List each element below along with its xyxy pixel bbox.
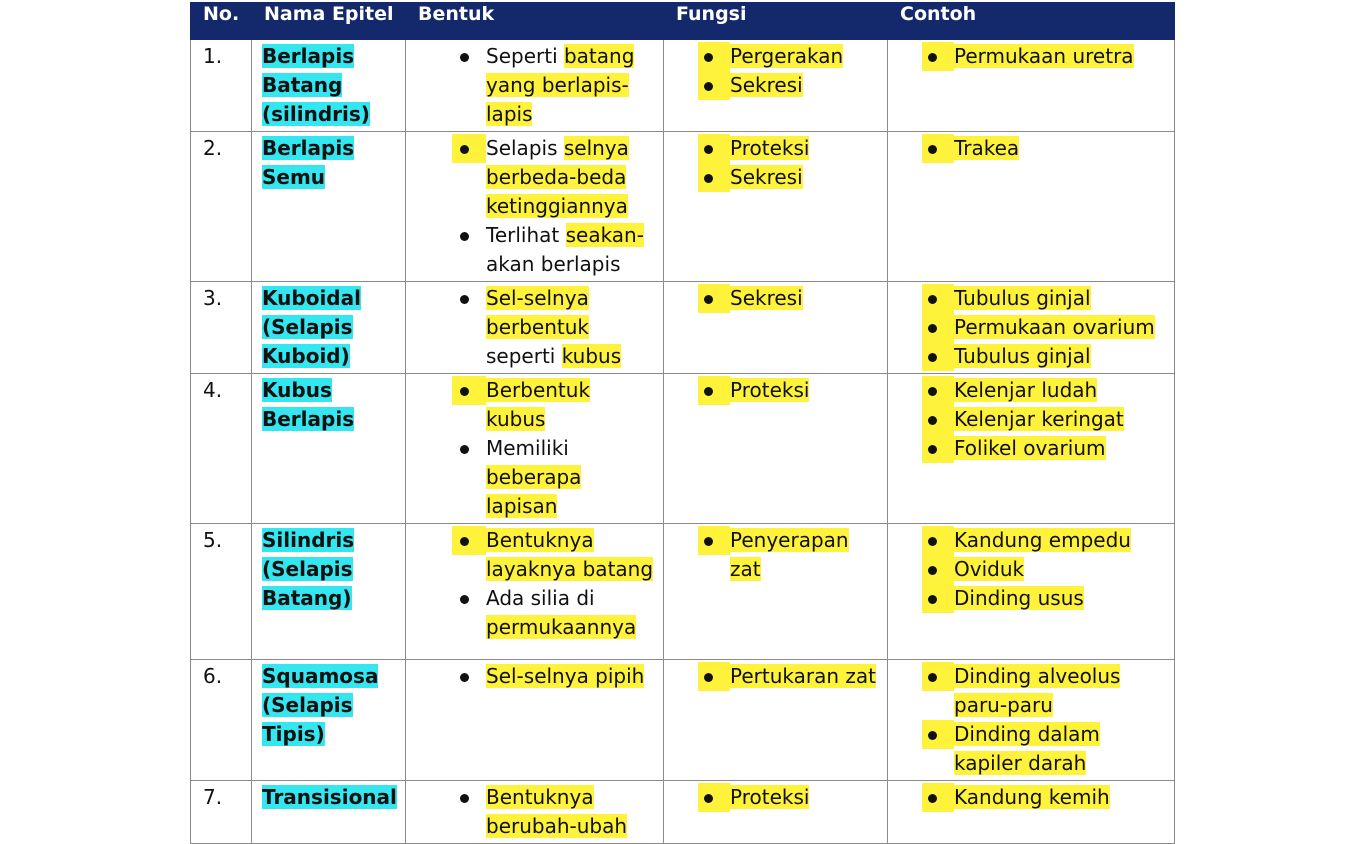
bullet-highlight — [922, 284, 954, 313]
header-no: No. — [191, 3, 252, 40]
bullet-highlight — [922, 342, 954, 371]
plain-text: Selapis — [486, 136, 564, 160]
list-item — [674, 662, 879, 691]
contoh-list — [898, 376, 1166, 463]
highlighted-text: Sekresi — [730, 165, 803, 189]
bentuk-cell — [406, 132, 664, 282]
bullet-highlight — [698, 134, 730, 163]
bullet-icon — [704, 794, 713, 803]
bentuk-list — [416, 134, 655, 279]
list-item — [898, 555, 1166, 584]
table-row — [191, 374, 1175, 524]
bullet-highlight — [922, 584, 954, 613]
highlighted-text: Sekresi — [730, 73, 803, 97]
contoh-cell — [888, 40, 1175, 132]
bullet-highlight — [698, 662, 730, 691]
list-item — [898, 434, 1166, 463]
highlighted-text: Kelenjar ludah — [954, 378, 1098, 402]
bullet-highlight — [452, 376, 486, 405]
list-item — [416, 584, 655, 642]
row-number: 1. — [191, 40, 252, 132]
list-item — [898, 376, 1166, 405]
highlighted-text: Bentuknya — [486, 528, 594, 552]
epitel-name-line: Batang) — [262, 586, 352, 610]
bullet-highlight — [698, 376, 730, 405]
bullet-icon — [928, 673, 937, 682]
bullet-icon — [928, 387, 937, 396]
bullet-highlight — [698, 42, 730, 71]
plain-text: akan berlapis — [486, 252, 621, 276]
list-item — [898, 720, 1166, 778]
list-item — [674, 134, 879, 163]
list-item — [674, 42, 879, 71]
highlighted-text: Sel-selnya pipih — [486, 664, 645, 688]
bullet-icon — [460, 673, 469, 682]
bullet-highlight — [922, 526, 954, 555]
list-item — [416, 662, 655, 691]
highlighted-text: yang berlapis- — [486, 73, 629, 97]
table-row — [191, 660, 1175, 781]
bullet-highlight — [698, 71, 730, 100]
bentuk-cell — [406, 524, 664, 660]
contoh-list — [898, 783, 1166, 812]
bullet-icon — [460, 794, 469, 803]
contoh-list — [898, 42, 1166, 71]
bentuk-list — [416, 526, 655, 642]
plain-text: Terlihat — [486, 223, 566, 247]
highlighted-text: Permukaan ovarium — [954, 315, 1155, 339]
list-item — [674, 284, 879, 313]
list-item — [674, 163, 879, 192]
epitel-name — [252, 781, 406, 844]
bullet-highlight — [698, 284, 730, 313]
highlighted-text: batang — [563, 44, 635, 68]
bullet-highlight — [452, 526, 486, 555]
contoh-list — [898, 284, 1166, 371]
highlighted-text: Trakea — [954, 136, 1020, 160]
fungsi-cell — [664, 374, 888, 524]
highlighted-text: Oviduk — [954, 557, 1025, 581]
bullet-icon — [460, 537, 469, 546]
plain-text: Seperti — [486, 44, 564, 68]
list-item — [898, 42, 1166, 71]
bullet-icon — [928, 445, 937, 454]
epitel-name — [252, 660, 406, 781]
bentuk-cell — [406, 282, 664, 374]
table-row — [191, 524, 1175, 660]
bullet-icon — [704, 537, 713, 546]
list-item — [898, 405, 1166, 434]
epitel-name — [252, 282, 406, 374]
header-row — [191, 3, 1175, 40]
epitel-name-line: (Selapis — [262, 315, 353, 339]
highlighted-text: Proteksi — [730, 785, 810, 809]
header-bentuk: Bentuk — [406, 3, 664, 40]
highlighted-text: Sel-selnya — [486, 286, 589, 310]
row-number: 4. — [191, 374, 252, 524]
bullet-highlight — [922, 42, 954, 71]
plain-text: seperti — [486, 344, 562, 368]
list-item — [416, 284, 655, 371]
epitel-name-line: Transisional — [262, 785, 397, 809]
table-row — [191, 781, 1175, 844]
bullet-icon — [928, 353, 937, 362]
highlighted-text: Berbentuk kubus — [486, 378, 591, 431]
bullet-icon — [460, 53, 469, 62]
epitel-name — [252, 132, 406, 282]
bentuk-list — [416, 783, 655, 841]
list-item — [674, 783, 879, 812]
highlighted-text: Tubulus ginjal — [954, 344, 1091, 368]
bullet-icon — [704, 387, 713, 396]
bullet-icon — [928, 145, 937, 154]
bullet-highlight — [922, 134, 954, 163]
highlighted-text: Permukaan uretra — [954, 44, 1134, 68]
highlighted-text: berbentuk — [486, 315, 589, 339]
contoh-cell — [888, 660, 1175, 781]
highlighted-text: kubus — [561, 344, 622, 368]
list-item — [416, 783, 655, 841]
fungsi-list — [674, 783, 879, 812]
row-number: 6. — [191, 660, 252, 781]
list-item — [674, 376, 879, 405]
list-item — [416, 221, 655, 279]
bullet-icon — [704, 673, 713, 682]
bentuk-cell — [406, 40, 664, 132]
highlighted-text: Penyerapan zat — [730, 528, 849, 581]
highlighted-text: Kandung empedu — [954, 528, 1131, 552]
bullet-icon — [460, 445, 469, 454]
bullet-icon — [704, 145, 713, 154]
header-contoh: Contoh — [888, 3, 1175, 40]
highlighted-text: permukaannya — [486, 615, 637, 639]
epitel-name-line: Berlapis — [262, 407, 355, 431]
bentuk-cell — [406, 660, 664, 781]
row-number: 3. — [191, 282, 252, 374]
highlighted-text: Bentuknya — [486, 785, 594, 809]
fungsi-list — [674, 134, 879, 192]
fungsi-list — [674, 526, 879, 584]
highlighted-text: beberapa lapisan — [486, 465, 582, 518]
bullet-highlight — [922, 783, 954, 812]
highlighted-text: Folikel ovarium — [954, 436, 1106, 460]
header-fungsi: Fungsi — [664, 3, 888, 40]
row-number: 2. — [191, 132, 252, 282]
bullet-highlight — [922, 376, 954, 405]
bullet-highlight — [452, 134, 486, 163]
highlighted-text: Pertukaran zat — [730, 664, 876, 688]
contoh-list — [898, 526, 1166, 613]
epitel-name-line: Kuboid) — [262, 344, 350, 368]
list-item — [898, 584, 1166, 613]
fungsi-cell — [664, 781, 888, 844]
highlighted-text: Proteksi — [730, 378, 810, 402]
list-item — [416, 42, 655, 129]
bullet-icon — [928, 566, 937, 575]
contoh-list — [898, 662, 1166, 778]
epitel-name-line: Kuboidal — [262, 286, 361, 310]
list-item — [674, 526, 879, 584]
bullet-icon — [704, 82, 713, 91]
bullet-icon — [460, 595, 469, 604]
contoh-list — [898, 134, 1166, 163]
bullet-highlight — [922, 405, 954, 434]
table-row — [191, 40, 1175, 132]
list-item — [416, 134, 655, 221]
bullet-icon — [928, 53, 937, 62]
highlighted-text: Kandung kemih — [954, 785, 1110, 809]
highlighted-text: Dinding dalam kapiler darah — [954, 722, 1100, 775]
bullet-highlight — [698, 783, 730, 812]
header-nama-epitel: Nama Epitel — [252, 3, 406, 40]
bullet-icon — [704, 174, 713, 183]
list-item — [898, 313, 1166, 342]
highlighted-text: layaknya batang — [486, 557, 654, 581]
bullet-highlight — [922, 313, 954, 342]
bullet-icon — [704, 53, 713, 62]
highlighted-text: berbeda-beda — [486, 165, 627, 189]
list-item — [898, 284, 1166, 313]
fungsi-cell — [664, 132, 888, 282]
bullet-icon — [928, 537, 937, 546]
highlighted-text: Tubulus ginjal — [954, 286, 1091, 310]
list-item — [416, 434, 655, 521]
plain-text: Ada silia di — [486, 586, 595, 610]
bentuk-list — [416, 662, 655, 691]
epitel-name-line: (silindris) — [262, 102, 370, 126]
epitel-name — [252, 40, 406, 132]
bullet-icon — [928, 595, 937, 604]
epitel-name-line: Kubus — [262, 378, 332, 402]
bullet-icon — [928, 731, 937, 740]
epitel-table — [190, 2, 1175, 844]
list-item — [898, 783, 1166, 812]
bentuk-list — [416, 42, 655, 129]
plain-text: Memiliki — [486, 436, 569, 460]
bullet-highlight — [922, 720, 954, 749]
epitel-name-line: Squamosa — [262, 664, 379, 688]
list-item — [898, 342, 1166, 371]
highlighted-text: Pergerakan — [730, 44, 844, 68]
epitel-name-line: Berlapis — [262, 136, 355, 160]
list-item — [416, 376, 655, 434]
fungsi-list — [674, 284, 879, 313]
epitel-name-line: Tipis) — [262, 722, 325, 746]
fungsi-cell — [664, 524, 888, 660]
highlighted-text: selnya — [563, 136, 629, 160]
highlighted-text: berubah-ubah — [486, 814, 628, 838]
bullet-highlight — [922, 662, 954, 691]
row-number: 7. — [191, 781, 252, 844]
bentuk-cell — [406, 374, 664, 524]
epitel-name-line: (Selapis — [262, 557, 353, 581]
table-row — [191, 132, 1175, 282]
bullet-highlight — [922, 434, 954, 463]
fungsi-list — [674, 42, 879, 100]
contoh-cell — [888, 374, 1175, 524]
fungsi-list — [674, 662, 879, 691]
bullet-icon — [460, 232, 469, 241]
bullet-icon — [928, 324, 937, 333]
bullet-icon — [460, 295, 469, 304]
bullet-icon — [704, 295, 713, 304]
epitel-table-container — [190, 2, 1174, 844]
bullet-icon — [928, 295, 937, 304]
highlighted-text: Dinding usus — [954, 586, 1084, 610]
table-row — [191, 282, 1175, 374]
highlighted-text: ketinggiannya — [486, 194, 628, 218]
bullet-highlight — [698, 526, 730, 555]
epitel-name — [252, 524, 406, 660]
contoh-cell — [888, 524, 1175, 660]
list-item — [674, 71, 879, 100]
contoh-cell — [888, 132, 1175, 282]
bullet-highlight — [698, 163, 730, 192]
fungsi-cell — [664, 660, 888, 781]
epitel-name-line: Semu — [262, 165, 326, 189]
highlighted-text: Dinding alveolus paru-paru — [954, 664, 1121, 717]
epitel-name-line: Berlapis — [262, 44, 355, 68]
bentuk-list — [416, 376, 655, 521]
bullet-icon — [928, 416, 937, 425]
list-item — [898, 134, 1166, 163]
fungsi-list — [674, 376, 879, 405]
bullet-icon — [460, 145, 469, 154]
bullet-icon — [460, 387, 469, 396]
list-item — [898, 662, 1166, 720]
list-item — [898, 526, 1166, 555]
epitel-name-line: (Selapis — [262, 693, 353, 717]
list-item — [416, 526, 655, 584]
highlighted-text: lapis — [486, 102, 533, 126]
highlighted-text: Sekresi — [730, 286, 803, 310]
highlighted-text: seakan- — [565, 223, 644, 247]
contoh-cell — [888, 282, 1175, 374]
epitel-name-line: Batang — [262, 73, 343, 97]
row-number: 5. — [191, 524, 252, 660]
highlighted-text: Proteksi — [730, 136, 810, 160]
fungsi-cell — [664, 282, 888, 374]
epitel-name-line: Silindris — [262, 528, 355, 552]
bentuk-list — [416, 284, 655, 371]
highlighted-text: Kelenjar keringat — [954, 407, 1124, 431]
epitel-name — [252, 374, 406, 524]
bullet-icon — [928, 794, 937, 803]
fungsi-cell — [664, 40, 888, 132]
bullet-highlight — [922, 555, 954, 584]
contoh-cell — [888, 781, 1175, 844]
bentuk-cell — [406, 781, 664, 844]
